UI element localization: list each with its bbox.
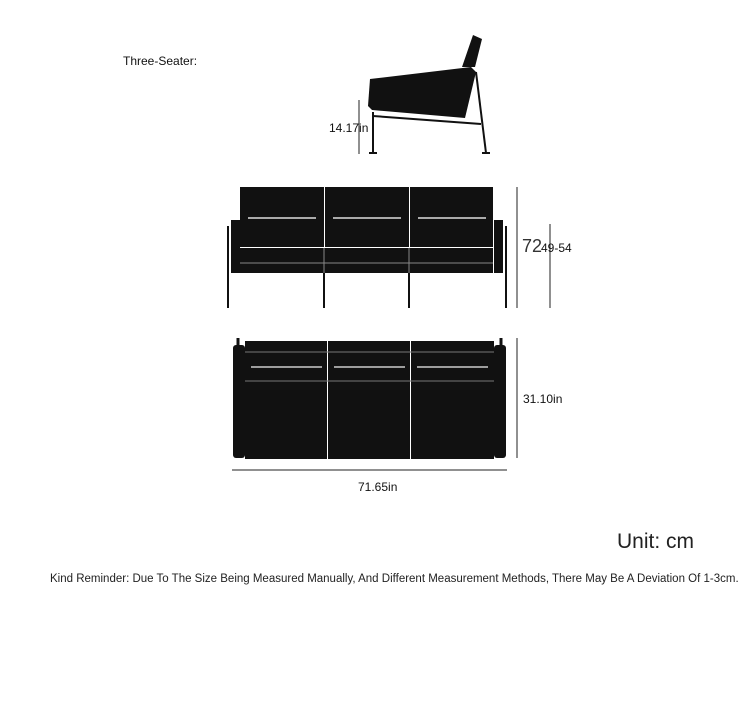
front-seat-cushion: [240, 248, 493, 273]
front-back-cushion-2: [325, 187, 409, 247]
depth-label: 31.10in: [523, 392, 563, 406]
seat-back-height-label: 49-54: [541, 241, 572, 255]
height-label: 72: [522, 236, 543, 256]
front-back-cushion-3: [410, 187, 493, 247]
side-rear-leg: [476, 72, 486, 153]
top-view: [232, 338, 517, 470]
front-back-cushion-1: [240, 187, 324, 247]
width-label: 71.65in: [358, 480, 398, 494]
series-label: Three-Seater:: [123, 54, 198, 68]
side-headrest: [462, 35, 482, 67]
top-cushion-2: [328, 341, 410, 459]
unit-label: Unit: cm: [617, 530, 695, 553]
front-left-arm: [231, 220, 240, 273]
side-view: [359, 35, 490, 154]
front-right-arm: [494, 220, 503, 273]
front-view: [228, 187, 550, 308]
top-cushion-3: [411, 341, 494, 459]
top-right-arm: [494, 345, 506, 458]
top-left-arm: [233, 345, 245, 458]
top-cushion-1: [245, 341, 327, 459]
kind-reminder: Kind Reminder: Due To The Size Being Measured Manually, And Different Measurement Methods, There May Be A Deviation Of 1-3cm.: [50, 573, 739, 585]
side-seat-body: [368, 67, 476, 118]
seat-height-label: 14.17in: [329, 121, 369, 135]
